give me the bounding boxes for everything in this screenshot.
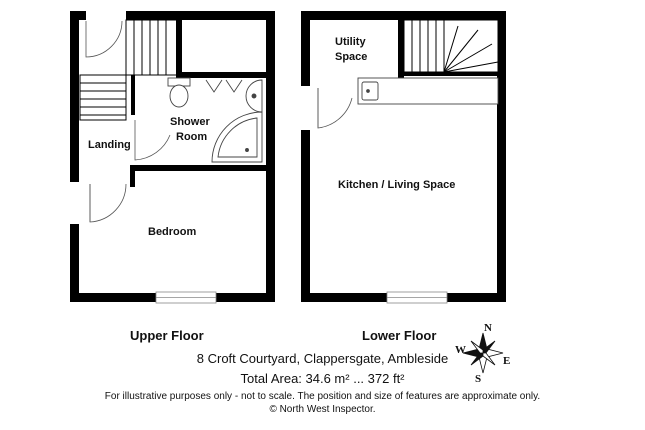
utility-partition-wall bbox=[398, 20, 404, 78]
compass-s: S bbox=[475, 373, 482, 385]
shower-room-label-line1: Shower bbox=[170, 116, 210, 128]
worktop bbox=[358, 78, 498, 104]
toilet-bowl bbox=[170, 85, 188, 107]
kitchen-sink-unit bbox=[358, 78, 498, 104]
copyright: © North West Inspector. bbox=[269, 404, 376, 415]
shower-top-wall bbox=[176, 72, 266, 78]
upper-staircase bbox=[80, 20, 178, 120]
upper-stair-shower-wall bbox=[176, 20, 182, 78]
lower-door-swing bbox=[318, 88, 352, 128]
utility-label-line1: Utility bbox=[335, 36, 366, 48]
total-area: Total Area: 34.6 m² ... 372 ft² bbox=[240, 371, 405, 386]
compass-n: N bbox=[484, 322, 492, 334]
utility-bottom-wall bbox=[398, 72, 498, 76]
disclaimer: For illustrative purposes only - not to scale. The position and size of features are approximate only. bbox=[104, 391, 541, 402]
bedroom-door-gap bbox=[68, 182, 81, 224]
upper-floor-title: Upper Floor bbox=[130, 328, 204, 343]
bedroom-top-wall bbox=[130, 165, 266, 171]
bedroom-left-wall-stub bbox=[130, 165, 135, 187]
lower-staircase bbox=[404, 20, 498, 72]
landing-shower-wall bbox=[131, 75, 135, 115]
shower-room-label-line2: Room bbox=[176, 131, 208, 143]
lower-floor-plan bbox=[299, 16, 502, 304]
sink bbox=[362, 82, 378, 100]
landing-label: Landing bbox=[88, 139, 131, 151]
compass-w: W bbox=[455, 344, 466, 356]
lower-floor-title: Lower Floor bbox=[362, 328, 437, 343]
utility-label-line2: Space bbox=[335, 51, 368, 63]
upper-entry-door-gap bbox=[86, 10, 126, 21]
upper-floor-plan bbox=[68, 10, 271, 303]
lower-door-gap bbox=[299, 86, 312, 130]
bedroom-label: Bedroom bbox=[148, 226, 197, 238]
compass-e: E bbox=[503, 355, 511, 367]
kitchen-living-label: Kitchen / Living Space bbox=[338, 179, 456, 191]
property-address: 8 Croft Courtyard, Clappersgate, Ambleside bbox=[196, 351, 449, 366]
